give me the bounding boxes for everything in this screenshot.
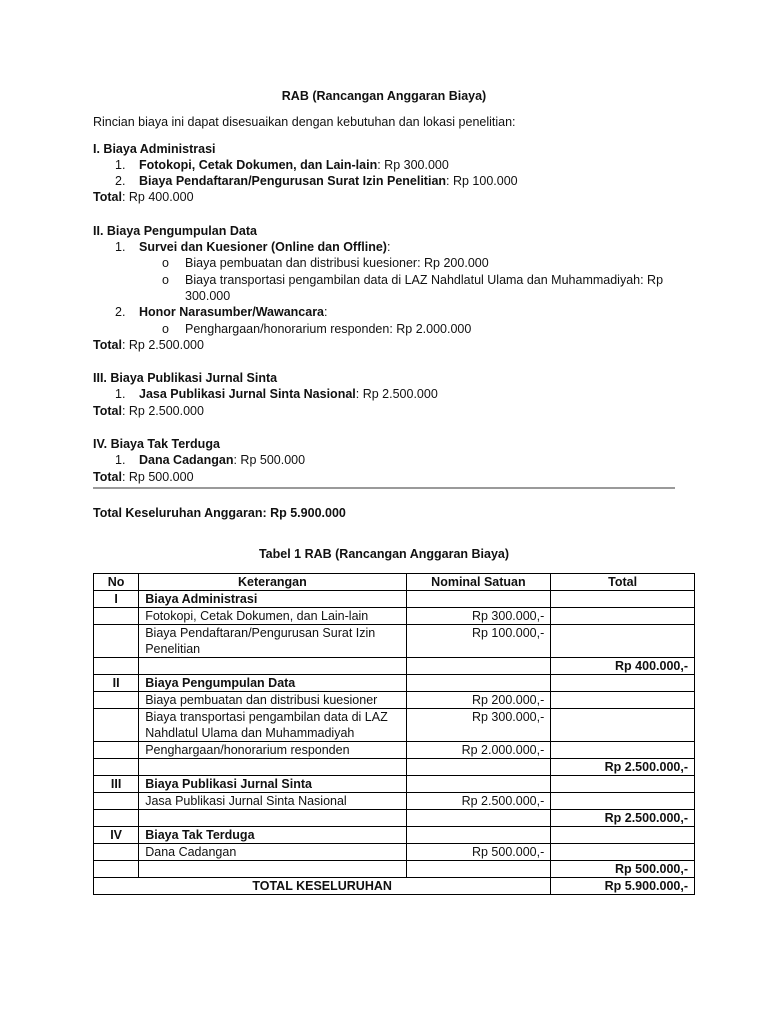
cell-keterangan <box>139 658 406 675</box>
cell-nominal: Rp 300.000,- <box>406 709 551 742</box>
cell-no <box>94 793 139 810</box>
cell-no <box>94 608 139 625</box>
cell-nominal: Rp 100.000,- <box>406 625 551 658</box>
doc-title: RAB (Rancangan Anggaran Biaya) <box>281 89 487 103</box>
list-item <box>93 239 693 255</box>
table-row <box>94 692 695 709</box>
grand-total: Total Keseluruhan Anggaran: Rp 5.900.000 <box>93 505 346 520</box>
section-4-total <box>93 469 693 485</box>
cell-keterangan: Fotokopi, Cetak Dokumen, dan Lain-lain <box>139 608 406 625</box>
list-number: 1. <box>115 453 126 468</box>
item-label: Survei dan Kuesioner (Online dan Offline) <box>139 240 387 255</box>
total-label: Total <box>93 337 122 352</box>
section-2-heading: II. Biaya Pengumpulan Data <box>93 223 257 238</box>
cell-nominal <box>406 827 551 844</box>
item-value: : <box>324 305 328 320</box>
grand-total-value: Rp 5.900.000,- <box>551 878 695 895</box>
header-nominal: Nominal Satuan <box>406 574 551 591</box>
table-header-row <box>94 574 695 591</box>
budget-table <box>93 573 695 895</box>
list-item <box>93 452 693 468</box>
list-item <box>93 304 693 320</box>
total-value: : Rp 500.000 <box>121 469 194 484</box>
total-value: : Rp 2.500.000 <box>121 403 204 418</box>
cell-total <box>551 675 695 692</box>
table-row <box>94 591 695 608</box>
cell-total: Rp 400.000,- <box>551 658 695 675</box>
table-row <box>94 742 695 759</box>
cell-no: II <box>94 675 139 692</box>
table-row <box>94 675 695 692</box>
cell-keterangan: Jasa Publikasi Jurnal Sinta Nasional <box>139 793 406 810</box>
rab-document <box>93 88 693 521</box>
list-number: 1. <box>115 157 126 172</box>
list-item <box>93 157 693 173</box>
cell-keterangan <box>139 759 406 776</box>
cell-no: I <box>94 591 139 608</box>
header-no: No <box>94 574 139 591</box>
table-row <box>94 776 695 793</box>
intro-text: Rincian biaya ini dapat disesuaikan dengan kebutuhan dan lokasi penelitian: <box>93 115 516 130</box>
sub-item-text: Biaya pembuatan dan distribusi kuesioner: Rp 200.000 <box>185 256 489 271</box>
cell-nominal <box>406 861 551 878</box>
section-1-total <box>93 189 693 205</box>
cell-no <box>94 658 139 675</box>
cell-keterangan: Biaya pembuatan dan distribusi kuesioner <box>139 692 406 709</box>
bullet-marker: o <box>162 272 169 287</box>
cell-keterangan: Penghargaan/honorarium responden <box>139 742 406 759</box>
cell-nominal: Rp 500.000,- <box>406 844 551 861</box>
cell-keterangan: Biaya Tak Terduga <box>139 827 406 844</box>
cell-no <box>94 844 139 861</box>
sub-item-text: Penghargaan/honorarium responden: Rp 2.000.000 <box>185 321 472 336</box>
cell-no <box>94 692 139 709</box>
item-value: : Rp 100.000 <box>446 174 518 189</box>
cell-nominal <box>406 591 551 608</box>
sub-list-item <box>93 255 693 271</box>
list-number: 2. <box>115 174 126 189</box>
cell-total <box>551 591 695 608</box>
cell-keterangan: Biaya Pendaftaran/Pengurusan Surat Izin Penelitian <box>139 625 406 658</box>
cell-no: III <box>94 776 139 793</box>
item-value: : Rp 300.000 <box>377 157 449 172</box>
sub-list-item <box>93 321 693 337</box>
cell-total <box>551 608 695 625</box>
horizontal-rule <box>93 487 675 489</box>
table-row <box>94 709 695 742</box>
cell-nominal <box>406 675 551 692</box>
table-row <box>94 844 695 861</box>
cell-keterangan: Biaya Pengumpulan Data <box>139 675 406 692</box>
section-4-heading: IV. Biaya Tak Terduga <box>93 437 220 452</box>
cell-keterangan: Biaya Administrasi <box>139 591 406 608</box>
total-value: : Rp 400.000 <box>121 190 194 205</box>
total-label: Total <box>93 403 122 418</box>
cell-nominal <box>406 759 551 776</box>
item-value: : <box>386 240 391 255</box>
cell-keterangan: Biaya Publikasi Jurnal Sinta <box>139 776 406 793</box>
item-label: Honor Narasumber/Wawancara <box>139 305 325 320</box>
cell-nominal <box>406 810 551 827</box>
grand-total-label: TOTAL KESELURUHAN <box>94 878 551 895</box>
table-row <box>94 793 695 810</box>
table-row <box>94 810 695 827</box>
table-total-row <box>94 878 695 895</box>
cell-total <box>551 844 695 861</box>
section-3-total <box>93 403 693 419</box>
sub-list-item <box>93 272 693 305</box>
list-number: 1. <box>115 240 126 255</box>
cell-no: IV <box>94 827 139 844</box>
list-item <box>93 386 693 402</box>
cell-no <box>94 759 139 776</box>
table-row <box>94 625 695 658</box>
cell-no <box>94 709 139 742</box>
total-value: : Rp 2.500.000 <box>121 337 204 352</box>
item-value: : Rp 2.500.000 <box>355 387 438 402</box>
item-label: Biaya Pendaftaran/Pengurusan Surat Izin Penelitian <box>139 174 447 189</box>
cell-no <box>94 810 139 827</box>
cell-nominal: Rp 2.000.000,- <box>406 742 551 759</box>
section-2-total <box>93 337 693 353</box>
table-row <box>94 658 695 675</box>
bullet-marker: o <box>162 321 169 336</box>
sub-item-text: Biaya transportasi pengambilan data di LAZ Nahdlatul Ulama dan Muhammadiyah: Rp 300.000 <box>185 272 664 303</box>
cell-no <box>94 861 139 878</box>
cell-nominal: Rp 200.000,- <box>406 692 551 709</box>
item-label: Dana Cadangan <box>139 453 234 468</box>
cell-nominal: Rp 2.500.000,- <box>406 793 551 810</box>
header-total: Total <box>551 574 695 591</box>
cell-total <box>551 742 695 759</box>
item-label: Fotokopi, Cetak Dokumen, dan Lain-lain <box>139 157 378 172</box>
cell-total: Rp 2.500.000,- <box>551 759 695 776</box>
cell-total <box>551 692 695 709</box>
cell-total <box>551 793 695 810</box>
bullet-marker: o <box>162 256 169 271</box>
table-row <box>94 608 695 625</box>
cell-total <box>551 709 695 742</box>
cell-keterangan <box>139 861 406 878</box>
cell-total <box>551 827 695 844</box>
cell-keterangan: Biaya transportasi pengambilan data di LAZ Nahdlatul Ulama dan Muhammadiyah <box>139 709 406 742</box>
cell-no <box>94 625 139 658</box>
item-value: : Rp 500.000 <box>233 453 306 468</box>
list-number: 1. <box>115 387 126 402</box>
section-1-heading: I. Biaya Administrasi <box>93 141 216 156</box>
table-body <box>94 591 695 878</box>
list-number: 2. <box>115 305 126 320</box>
table-row <box>94 861 695 878</box>
table-row <box>94 827 695 844</box>
table-caption: Tabel 1 RAB (Rancangan Anggaran Biaya) <box>258 547 510 561</box>
item-label: Jasa Publikasi Jurnal Sinta Nasional <box>139 387 356 402</box>
cell-no <box>94 742 139 759</box>
section-3-heading: III. Biaya Publikasi Jurnal Sinta <box>93 371 278 386</box>
cell-nominal <box>406 776 551 793</box>
header-keterangan: Keterangan <box>139 574 406 591</box>
list-item <box>93 173 693 189</box>
cell-nominal: Rp 300.000,- <box>406 608 551 625</box>
cell-total: Rp 2.500.000,- <box>551 810 695 827</box>
table-row <box>94 759 695 776</box>
cell-nominal <box>406 658 551 675</box>
cell-total: Rp 500.000,- <box>551 861 695 878</box>
cell-total <box>551 625 695 658</box>
cell-total <box>551 776 695 793</box>
total-label: Total <box>93 469 122 484</box>
cell-keterangan: Dana Cadangan <box>139 844 406 861</box>
total-label: Total <box>93 190 122 205</box>
cell-keterangan <box>139 810 406 827</box>
